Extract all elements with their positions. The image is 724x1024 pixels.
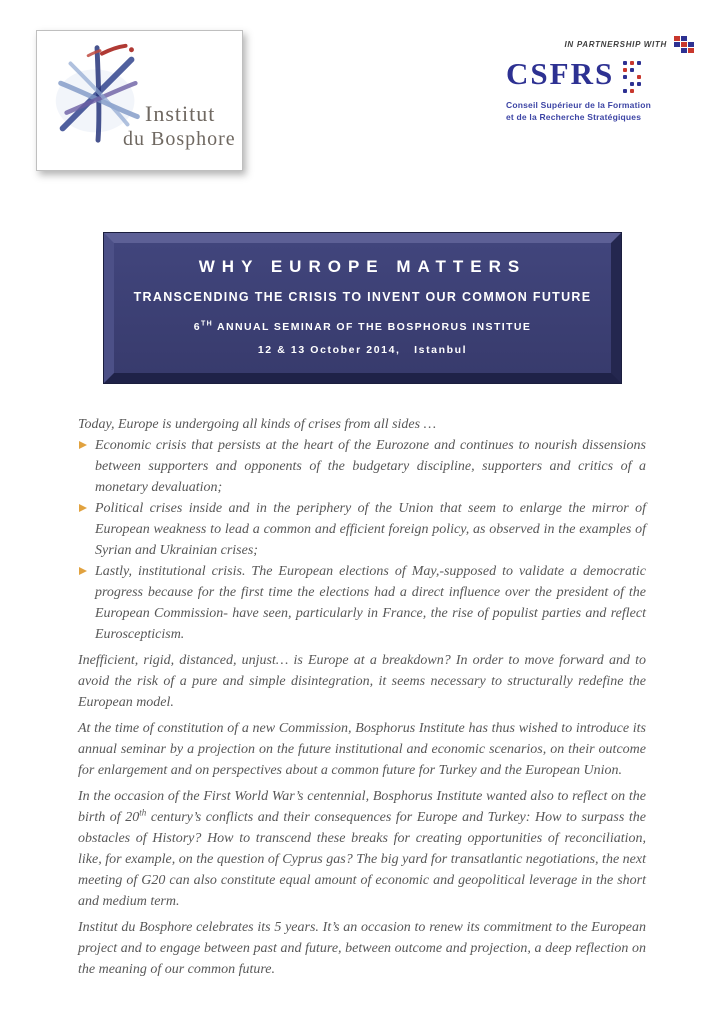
- csfrs-wordmark: CSFRS: [506, 56, 615, 91]
- bullet-text: Lastly, institutional crisis. The European elections of May,-supposed to validate a democratic progress because for the first time the elections had a direct influence over the president of the European Commission- have seen, particularly in France, the rise of populist parties and reflect Euroscepticism.: [95, 564, 646, 642]
- bullet-arrow-icon: [79, 441, 87, 449]
- seminar-number: 6: [193, 321, 201, 333]
- seminar-banner: [104, 233, 621, 383]
- bullet-item: [78, 498, 646, 561]
- body-paragraph: Institut du Bosphore celebrates its 5 years. It’s an occasion to renew its commitment to the European project and to engage between past and future, between outcome and projection, a deep reflection on the meaning of our common future.: [78, 920, 646, 977]
- banner-seminar-line: [114, 321, 611, 333]
- logo-text-institut: Institut: [145, 101, 216, 126]
- ordinal-superscript: th: [139, 807, 147, 818]
- partnership-label: IN PARTNERSHIP WITH: [564, 40, 667, 49]
- document-body: [78, 414, 646, 980]
- bullet-text: Political crises inside and in the periphery of the Union that seem to enlarge the mirror of European weakness to lead a common and efficient foreign policy, as observed in the examples of Syrian and Ukrainian crises;: [95, 501, 646, 558]
- bullet-arrow-icon: [79, 567, 87, 575]
- csfrs-name-line2: et de la Recherche Stratégiques: [506, 112, 642, 123]
- body-paragraph: [78, 786, 646, 912]
- csfrs-name-line1: Conseil Supérieur de la Formation: [506, 100, 651, 110]
- bullet-arrow-icon: [79, 504, 87, 512]
- partnership-header: [506, 36, 694, 53]
- banner-date-line: 12 & 13 October 2014, Istanbul: [257, 344, 468, 356]
- banner-subtitle: TRANSCENDING THE CRISIS TO INVENT OUR COMMON FUTURE: [133, 290, 592, 304]
- paragraph-segment: In the occasion of the First World War’s centennial, Bosphorus Institute wanted also to reflect on the birth of 20: [78, 789, 646, 825]
- banner-title: WHY EUROPE MATTERS: [198, 257, 527, 276]
- partnership-block: [506, 36, 694, 124]
- seminar-text: ANNUAL SEMINAR OF THE BOSPHORUS INSTITUE: [213, 321, 532, 333]
- csfrs-logo: [506, 56, 694, 93]
- body-paragraph: Inefficient, rigid, distanced, unjust… is Europe at a breakdown? In order to move forward and to avoid the risk of a pure and simple disintegration, it seems necessary to structurally redefine the European model.: [78, 653, 646, 710]
- csfrs-full-name: [506, 99, 694, 124]
- logo-text-bosphore: du Bosphore: [123, 128, 236, 150]
- csfrs-dots-icon: [623, 61, 641, 93]
- paragraph-segment: century’s conflicts and their consequences for Europe and Turkey: How to surpass the obstacles of History? How to transcend these breaks for creating opportunities of reconciliation, like, for example, on the question of Cyprus gas? The big yard for transatlantic negotiations, the next meeting of G20 can also constitute equal amount of economic and geopolitical leverage in the short and medium term.: [78, 810, 646, 909]
- bullet-item: [78, 435, 646, 498]
- bosphore-logo: [36, 30, 243, 171]
- bullet-item: [78, 561, 646, 645]
- bullet-list: [78, 435, 646, 645]
- bullet-text: Economic crisis that persists at the heart of the Eurozone and continues to nourish dissensions between supporters and opponents of the budgetary discipline, supporters and critics of a monetary devaluation;: [95, 438, 646, 495]
- intro-paragraph: Today, Europe is undergoing all kinds of crises from all sides …: [78, 417, 437, 432]
- body-paragraph: At the time of constitution of a new Commission, Bosphorus Institute has thus wished to introduce its annual seminar by a projection on the future institutional and economic scenarios, on their outcome for enlargement and on perspectives about a common future for Turkey and the European Union.: [78, 721, 646, 778]
- csfrs-flag-icon: [674, 36, 694, 53]
- seminar-ordinal-superscript: TH: [200, 320, 214, 328]
